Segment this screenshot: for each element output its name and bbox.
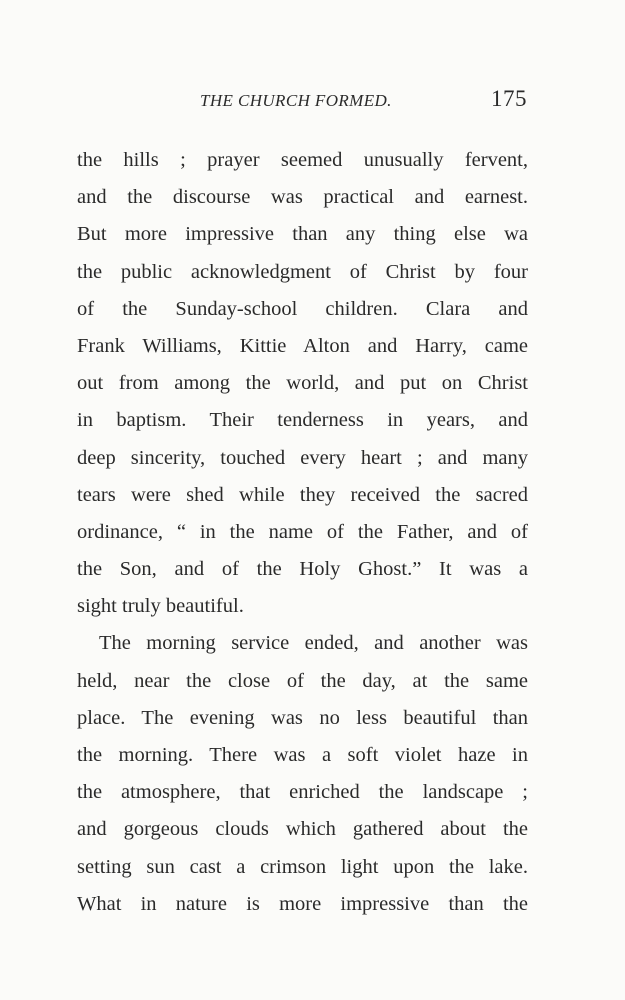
- text-line: of the Sunday-school children. Clara and: [77, 297, 528, 320]
- text-line: in baptism. Their tenderness in years, and: [77, 409, 528, 432]
- text-line: But more impressive than any thing else wa: [77, 223, 528, 246]
- text-line: and the discourse was practical and earnest.: [77, 186, 528, 209]
- text-line: Frank Williams, Kittie Alton and Harry, came: [77, 334, 528, 357]
- text-line: What in nature is more impressive than the: [77, 892, 528, 915]
- text-line: tears were shed while they received the sacred: [77, 483, 528, 506]
- text-line: the Son, and of the Holy Ghost.” It was a: [77, 558, 528, 581]
- running-head: [77, 86, 527, 116]
- text-line: the hills ; prayer seemed unusually fervent,: [77, 149, 528, 171]
- running-title: THE CHURCH FORMED.: [200, 91, 392, 110]
- text-line: out from among the world, and put on Christ: [77, 372, 528, 395]
- text-line: sight truly beautiful.: [77, 595, 244, 618]
- text-line: the morning. There was a soft violet haze in: [77, 744, 528, 766]
- text-line: the atmosphere, that enriched the landscape ;: [77, 781, 528, 804]
- text-line: setting sun cast a crimson light upon the lake.: [77, 855, 528, 878]
- paragraph-2: [77, 625, 528, 923]
- body-text: [77, 142, 528, 923]
- text-line: the public acknowledgment of Christ by four: [77, 260, 528, 283]
- paragraph-1: [77, 142, 528, 625]
- text-line: ordinance, “ in the name of the Father, and of: [77, 520, 528, 543]
- page-number: 175: [491, 86, 527, 111]
- text-line: deep sincerity, touched every heart ; and many: [77, 446, 528, 469]
- text-line: place. The evening was no less beautiful than: [77, 706, 528, 729]
- text-line: The morning service ended, and another was: [99, 632, 528, 655]
- text-line: held, near the close of the day, at the same: [77, 669, 528, 692]
- text-line: and gorgeous clouds which gathered about the: [77, 818, 528, 841]
